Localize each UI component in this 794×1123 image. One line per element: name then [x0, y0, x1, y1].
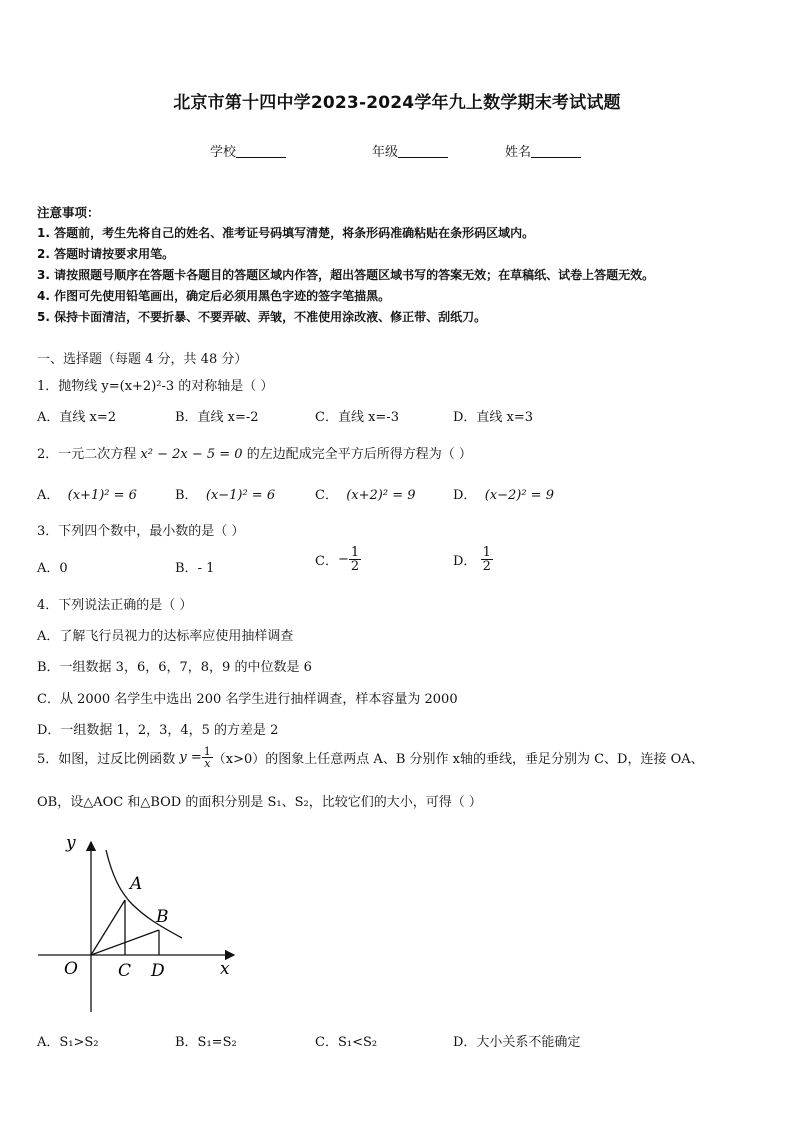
- q2-equation: x² − 2x − 5 = 0: [140, 447, 243, 462]
- option-label: D．: [453, 488, 477, 503]
- school-blank: [236, 144, 286, 158]
- note-item: 3. 请按照题号顺序在答题卡各题目的答题区域内作答，超出答题区域书写的答案无效；在草稿纸、试卷上答题无效。: [37, 268, 655, 282]
- fraction-numerator: 1: [482, 545, 491, 560]
- fraction-denominator: x: [204, 757, 211, 770]
- q5-option-c: C．S₁<S₂: [315, 1035, 378, 1050]
- q3-option-d-fraction: [481, 546, 493, 573]
- fraction-numerator: 1: [203, 745, 211, 758]
- q3-option-c-sign: −: [337, 552, 349, 567]
- school-label: 学校: [210, 145, 237, 160]
- q4-option-d: D．一组数据 1，2，3，4，5 的方差是 2: [37, 723, 279, 738]
- question-1-stem: 1．抛物线 y=(x+2)²-3 的对称轴是（ ）: [37, 379, 274, 394]
- note-item: 4. 作图可先使用铅笔画出，确定后必须用黑色字迹的签字笔描黑。: [37, 289, 391, 303]
- note-item: 5. 保持卡面清洁，不要折暴、不要弄破、弄皱，不准使用涂改液、修正带、刮纸刀。: [37, 310, 487, 324]
- q2-option-c: [315, 484, 416, 503]
- q3-option-c: [315, 546, 361, 573]
- fraction-numerator: 1: [350, 545, 360, 560]
- q5-option-b: B．S₁=S₂: [175, 1035, 237, 1050]
- q2-option-a: [37, 484, 137, 503]
- q3-option-b: [175, 557, 214, 576]
- grade-blank: [398, 144, 448, 158]
- question-4-stem: 4．下列说法正确的是（ ）: [37, 598, 193, 613]
- q4-option-a: A．了解飞行员视力的达标率应使用抽样调查: [37, 629, 294, 644]
- note-item: 1. 答题前，考生先将自己的姓名、准考证号码填写清楚，将条形码准确粘贴在条形码区域内。: [37, 226, 535, 240]
- name-blank: [531, 144, 581, 158]
- q5-func-fraction: [202, 746, 213, 769]
- option-label: C．: [315, 488, 338, 503]
- point-a-label: A: [130, 874, 143, 894]
- grade-label: 年级: [372, 145, 399, 160]
- fraction-denominator: 2: [350, 559, 360, 574]
- option-label: D．: [453, 554, 477, 569]
- school-field: [210, 141, 286, 160]
- point-d-label: D: [151, 961, 165, 981]
- option-label: A．: [37, 488, 60, 503]
- q2-option-d: [453, 484, 554, 503]
- q2-option-b: [175, 484, 275, 503]
- q3-option-a-value: 0: [59, 561, 68, 576]
- q1-option-b: B．直线 x=-2: [175, 410, 259, 425]
- point-b-label: B: [156, 907, 169, 927]
- q5-stem-pre: 5．如图，过反比例函数: [37, 752, 176, 767]
- q5-figure: [34, 830, 244, 1020]
- point-c-label: C: [118, 961, 132, 981]
- q4-option-b: B．一组数据 3，6，6，7，8，9 的中位数是 6: [37, 660, 312, 675]
- q2-stem-post: 的左边配成完全平方后所得方程为（ ）: [246, 447, 472, 462]
- q3-option-d: [453, 546, 493, 573]
- q5-option-a: A．S₁>S₂: [37, 1035, 99, 1050]
- q1-option-a: A．直线 x=2: [37, 410, 117, 425]
- notes-heading: 注意事项：: [37, 205, 100, 220]
- q2-option-a-expr: (x+1)² = 6: [67, 488, 137, 503]
- option-label: B．: [175, 561, 198, 576]
- q2-option-b-expr: (x−1)² = 6: [205, 488, 276, 503]
- section-heading: 一、选择题（每题 4 分，共 48 分）: [37, 352, 248, 367]
- name-field: [505, 141, 581, 160]
- question-2-stem: [37, 443, 472, 462]
- q3-option-c-fraction: [349, 546, 361, 573]
- q1-option-c: C．直线 x=-3: [315, 410, 399, 425]
- exam-title: 北京市第十四中学2023-2024学年九上数学期末考试试题: [173, 93, 621, 113]
- q5-func-lhs: y =: [179, 750, 202, 765]
- q3-option-b-value: - 1: [197, 561, 215, 576]
- q3-option-a: [37, 557, 68, 576]
- question-5-stem-line2: OB，设△AOC 和△BOD 的面积分别是 S₁、S₂，比较它们的大小，可得（ ）: [37, 795, 482, 810]
- q2-option-c-expr: (x+2)² = 9: [346, 488, 416, 503]
- y-axis-label: y: [66, 833, 76, 853]
- option-label: B．: [175, 488, 198, 503]
- q2-option-d-expr: (x−2)² = 9: [484, 488, 554, 503]
- option-label: A．: [37, 561, 60, 576]
- origin-label: O: [64, 959, 78, 979]
- grade-field: [372, 141, 448, 160]
- question-5-stem: [37, 746, 704, 769]
- q2-stem-pre: 2．一元二次方程: [37, 447, 137, 462]
- q5-stem-post: （x>0）的图象上任意两点 A、B 分别作 x轴的垂线，垂足分别为 C、D，连接 OA、: [212, 752, 704, 767]
- question-3-stem: 3．下列四个数中，最小数的是（ ）: [37, 524, 245, 539]
- note-item: 2. 答题时请按要求用笔。: [37, 247, 175, 261]
- q5-option-d: D．大小关系不能确定: [453, 1035, 581, 1050]
- fraction-denominator: 2: [482, 559, 491, 574]
- option-label: C．: [315, 554, 338, 569]
- name-label: 姓名: [505, 145, 532, 160]
- q1-option-d: D．直线 x=3: [453, 410, 534, 425]
- x-axis-label: x: [220, 959, 230, 979]
- hyperbola-curve: [106, 850, 182, 938]
- segment-oa: [91, 900, 125, 955]
- q4-option-c: C．从 2000 名学生中选出 200 名学生进行抽样调查，样本容量为 2000: [37, 692, 458, 707]
